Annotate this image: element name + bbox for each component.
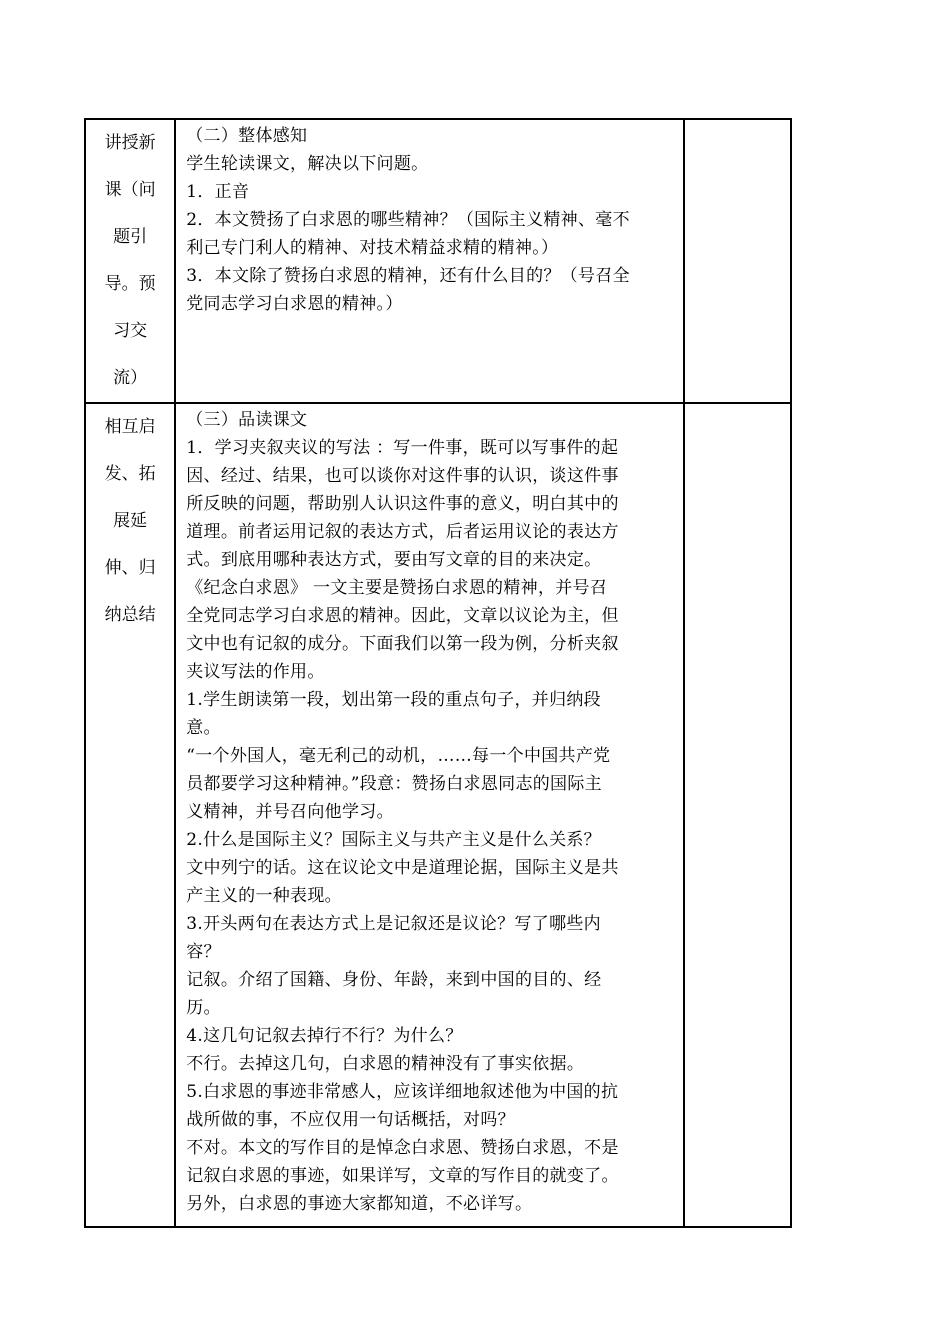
content-line: 5.白求恩的事迹非常感人，应该详细地叙述他为中国的抗 <box>186 1082 619 1102</box>
content-line: 历。 <box>186 998 221 1018</box>
stage-label-line: 发、拓 <box>104 464 156 484</box>
content-line: 2．本文赞扬了白求恩的哪些精神？（国际主义精神、毫不 <box>186 210 630 230</box>
content-line: （二）整体感知 <box>186 126 308 146</box>
content-text <box>176 404 682 1218</box>
stage-label-line: 展延 <box>113 511 148 531</box>
content-line: （三）品读课文 <box>186 410 308 430</box>
content-line: 道理。前者运用记叙的表达方式，后者运用议论的表达方 <box>186 522 619 542</box>
lesson-plan-table <box>84 118 792 1228</box>
content-line: 式。到底用哪种表达方式，要由写文章的目的来决定。 <box>186 550 602 570</box>
content-line: 文中列宁的话。这在议论文中是道理论据，国际主义是共 <box>186 858 619 878</box>
stage-label-line: 导。预 <box>104 274 156 294</box>
stage-label <box>86 404 174 639</box>
content-line: 不对。本文的写作目的是悼念白求恩、赞扬白求恩，不是 <box>186 1138 619 1158</box>
stage-label-line: 相互启 <box>104 417 156 437</box>
content-line: 1．正音 <box>186 182 250 202</box>
content-line: 利己专门利人的精神、对技术精益求精的精神。） <box>186 238 559 258</box>
stage-label-line: 题引 <box>113 227 148 247</box>
content-line: 战所做的事，不应仅用一句话概括，对吗？ <box>186 1110 515 1130</box>
content-line: 学生轮读课文，解决以下问题。 <box>186 154 429 174</box>
content-line: 另外，白求恩的事迹大家都知道，不必详写。 <box>186 1194 533 1214</box>
table-row <box>85 119 791 403</box>
stage-label-line: 纳总结 <box>104 605 156 625</box>
stage-label-line: 伸、归 <box>104 558 156 578</box>
stage-label-cell <box>85 403 175 1227</box>
content-text <box>176 120 682 318</box>
content-line: 2.什么是国际主义？国际主义与共产主义是什么关系？ <box>186 830 601 850</box>
content-line: 1.学生朗读第一段，划出第一段的重点句子，并归纳段 <box>186 690 601 710</box>
content-line: 容？ <box>186 942 221 962</box>
content-cell <box>175 403 683 1227</box>
content-line: 党同志学习白求恩的精神。） <box>186 294 403 314</box>
content-line: 4.这几句记叙去掉行不行？为什么？ <box>186 1026 463 1046</box>
stage-label-line: 习交 <box>113 321 148 341</box>
stage-label <box>86 120 174 402</box>
content-line: 所反映的问题，帮助别人认识这件事的意义，明白其中的 <box>186 494 619 514</box>
content-line: 记叙白求恩的事迹，如果详写，文章的写作目的就变了。 <box>186 1166 619 1186</box>
content-line: 意。 <box>186 718 221 738</box>
stage-label-line: 讲授新 <box>104 133 156 153</box>
content-line: 3.开头两句在表达方式上是记叙还是议论？写了哪些内 <box>186 914 601 934</box>
content-line: 全党同志学习白求恩的精神。因此，文章以议论为主，但 <box>186 606 619 626</box>
content-line: 产主义的一种表现。 <box>186 886 342 906</box>
stage-label-line: 课（问 <box>104 180 156 200</box>
content-line: 《纪念白求恩》 一文主要是赞扬白求恩的精神，并号召 <box>186 578 608 598</box>
content-line: 文中也有记叙的成分。下面我们以第一段为例，分析夹叙 <box>186 634 619 654</box>
content-line: 员都要学习这种精神。”段意：赞扬白求恩同志的国际主 <box>186 774 602 794</box>
content-line: 夹议写法的作用。 <box>186 662 325 682</box>
content-line: 3．本文除了赞扬白求恩的精神，还有什么目的？（号召全 <box>186 266 630 286</box>
content-line: 记叙。介绍了国籍、身份、年龄，来到中国的目的、经 <box>186 970 602 990</box>
content-line: 因、经过、结果，也可以谈你对这件事的认识，谈这件事 <box>186 466 619 486</box>
content-line: 义精神，并号召向他学习。 <box>186 802 394 822</box>
table-row <box>85 403 791 1227</box>
notes-cell <box>684 403 791 1227</box>
stage-label-cell <box>85 119 175 403</box>
content-line: 1．学习夹叙夹议的写法 ：写一件事，既可以写事件的起 <box>186 438 619 458</box>
notes-cell <box>684 119 791 403</box>
content-cell <box>175 119 683 403</box>
stage-label-line: 流） <box>113 368 148 388</box>
content-line: 不行。去掉这几句，白求恩的精神没有了事实依据。 <box>186 1054 585 1074</box>
content-line: “一个外国人，毫无利己的动机，……每一个中国共产党 <box>186 746 611 766</box>
